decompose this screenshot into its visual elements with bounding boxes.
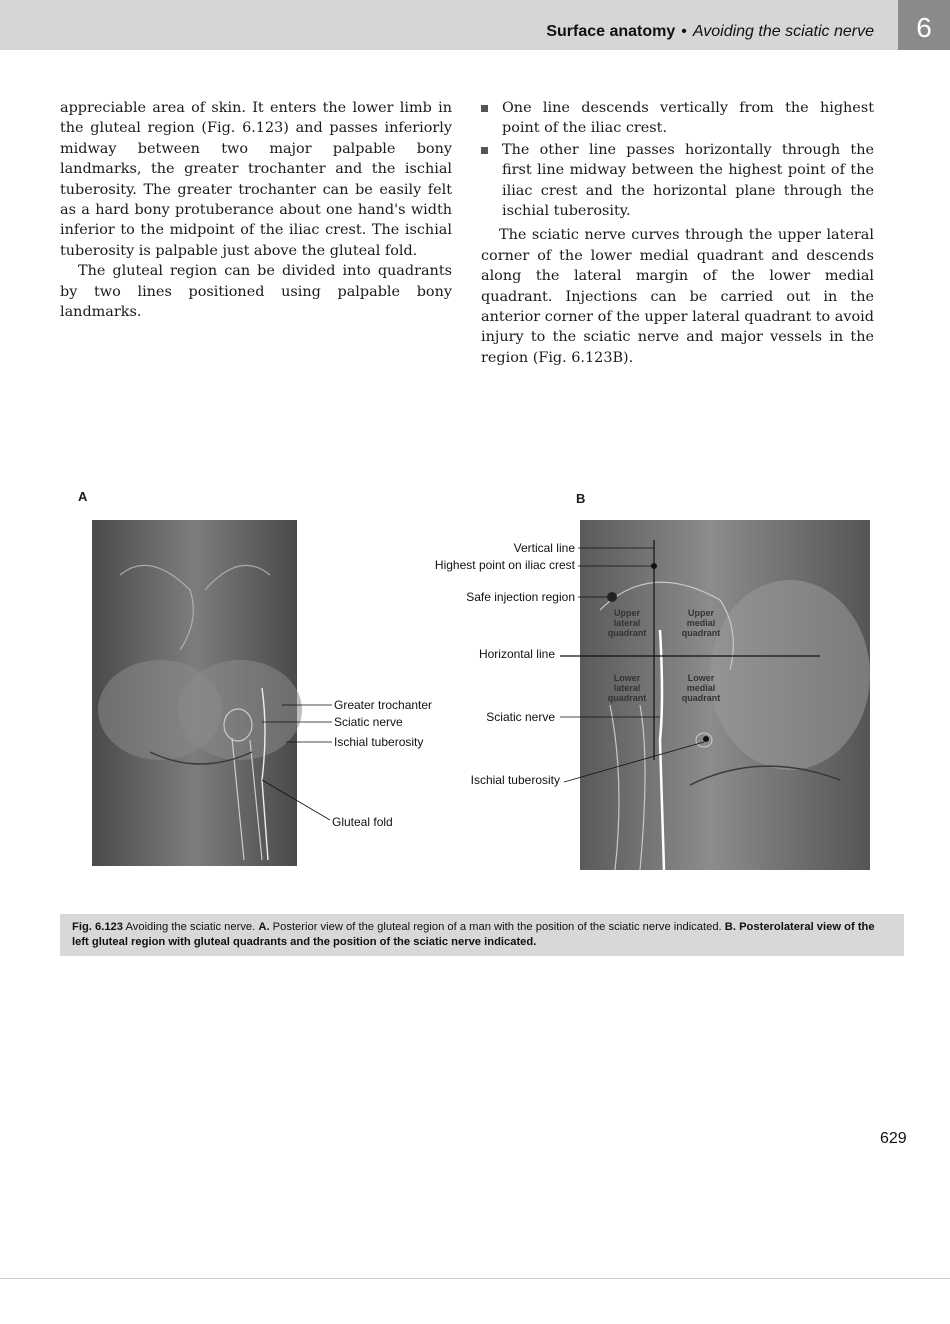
quadrant-upper-lateral-2: lateral (613, 618, 641, 628)
quadrant-lower-lateral-1: Lower (613, 673, 641, 683)
header-separator: • (681, 23, 687, 40)
header-subsection: Avoiding the sciatic nerve (692, 23, 874, 40)
footer-rule (0, 1278, 950, 1279)
panel-a-letter: A (78, 489, 88, 504)
quadrant-lower-medial-3: quadrant (681, 693, 721, 703)
label-sciatic-nerve-a: Sciatic nerve (334, 715, 403, 729)
bullet-item-1: One line descends vertically from the highest point of the iliac crest. (481, 98, 874, 139)
body-paragraph-3: The sciatic nerve curves through the upper lateral corner of the lower medial quadrant and descends along the lateral margin of the lower medial quadrant. Injections can be carried out in the anterior corner of the upper lateral quadrant to avoid injury to the sciatic nerve and major vessels in the region (Fig. 6.123B). (481, 227, 874, 366)
quadrant-upper-medial-1: Upper (687, 608, 715, 618)
figure-caption (60, 914, 904, 956)
label-vertical-line: Vertical line (513, 541, 575, 555)
label-safe-injection: Safe injection region (466, 590, 575, 604)
quadrant-lower-medial-2: medial (686, 683, 716, 693)
quadrant-lower-lateral-3: quadrant (607, 693, 647, 703)
running-header (0, 0, 950, 50)
header-section: Surface anatomy (546, 23, 676, 40)
label-ischial-tuberosity-b: Ischial tuberosity (470, 773, 560, 787)
label-gluteal-fold: Gluteal fold (332, 815, 393, 829)
left-column (60, 98, 452, 322)
quadrant-lower-lateral-2: lateral (613, 683, 641, 693)
chapter-tab: 6 (898, 0, 950, 50)
label-greater-trochanter: Greater trochanter (334, 698, 433, 712)
bullet-list (481, 98, 874, 221)
quadrant-upper-medial-2: medial (686, 618, 716, 628)
quadrant-upper-medial-3: quadrant (681, 628, 721, 638)
caption-b-marker: B. (724, 921, 736, 933)
label-highest-point: Highest point on iliac crest (434, 558, 575, 572)
figure-6-123 (0, 480, 950, 920)
caption-a-marker: A. (258, 921, 270, 933)
caption-a-text: Posterior view of the gluteal region of a man with the position of the sciatic nerve indicated. (272, 921, 722, 933)
page-number: 629 (880, 1130, 907, 1147)
body-paragraph-1: appreciable area of skin. It enters the lower limb in the gluteal region (Fig. 6.123) and passes inferiorly midway between two major palpable bony landmarks, the greater trochanter and the ischial tuberosity. The greater trochanter can be easily felt as a hard bony protuberance about one hand's width inferior to the midpoint of the iliac crest. The ischial tuberosity is palpable just above the gluteal fold. (60, 100, 452, 259)
panel-a-photo (92, 520, 302, 866)
quadrant-lower-medial-1: Lower (687, 673, 715, 683)
header-title (546, 20, 874, 44)
quadrant-upper-lateral-3: quadrant (607, 628, 647, 638)
bullet-item-2: The other line passes horizontally through the first line midway between the highest point of the iliac crest and the horizontal plane through the ischial tuberosity. (481, 140, 874, 222)
label-sciatic-nerve-b: Sciatic nerve (486, 710, 555, 724)
caption-fig-number: Fig. 6.123 (72, 921, 123, 933)
label-ischial-tuberosity-a: Ischial tuberosity (334, 735, 424, 749)
caption-title: Avoiding the sciatic nerve. (125, 921, 256, 933)
panel-b-letter: B (576, 491, 586, 506)
body-paragraph-2: The gluteal region can be divided into quadrants by two lines positioned using palpable bony landmarks. (60, 263, 452, 321)
label-horizontal-line: Horizontal line (478, 647, 555, 661)
caption-b-text: Posterolateral view of the left gluteal region with gluteal quadrants and the position of the sciatic nerve indicated. (72, 921, 875, 948)
quadrant-upper-lateral-1: Upper (613, 608, 641, 618)
right-column (481, 98, 874, 368)
